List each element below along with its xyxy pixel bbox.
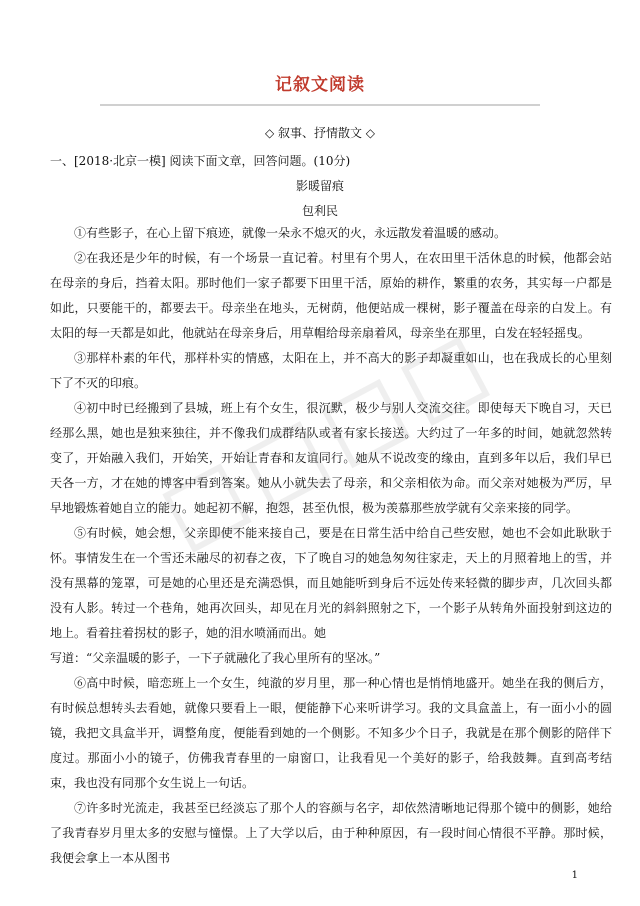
passage-author: 包利民 xyxy=(301,204,338,218)
paragraph-3: ③那样朴素的年代，那样朴实的情感，太阳在上，并不高大的影子却凝重如山，也在我成长的心里刻下了不灭的印痕。 xyxy=(50,351,612,390)
page-number: 1 xyxy=(571,870,578,881)
paragraph-6: ⑥高中时候，暗恋班上一个女生，纯澈的岁月里，那一种心情也是悄悄地盛开。她坐在我的侧后方，有时候总想转头去看她，就像只要看上一眼，便能静下心来听讲学习。我的文具盒盖上，有一面小小的圆镜，我把文具盒半开，调整角度，便能看到她的一个侧影。不知多少个日子，我就是在那个侧影的陪伴下度过。那面小小的镜子，仿佛我青春里的一扇窗口，让我看见一个美好的影子，给我鼓舞。直到高考结束，我也没有同那个女生说上一句话。 xyxy=(50,676,612,790)
paragraph-1: ①有些影子，在心上留下痕迹，就像一朵永不熄灭的火，永远散发着温暖的感动。 xyxy=(74,226,507,240)
passage-body xyxy=(50,221,612,871)
paragraph-7: ⑦许多时光流走，我甚至已经淡忘了那个人的容颜与名字，却依然清晰地记得那个镜中的侧影，她给了我青春岁月里太多的安慰与憧憬。上了大学以后，由于种种原因，有一段时间心情很不平静。那时候，我便会拿上一本从图书 xyxy=(50,801,612,865)
paragraph-4: ④初中时已经搬到了县城，班上有个女生，很沉默，极少与别人交流交往。即使每天下晚自习，天已经那么黑，她也是独来独往，并不像我们成群结队或者有家长接送。大约过了一年多的时间，她就忽然转变了，开始融入我们，开始笑，开始让青春和友谊同行。她从不说改变的缘由，直到多年以后，我们早已天各一方，才在她的博客中看到答案。她从小就失去了母亲，和父亲相依为命。而父亲对她极为严厉，早早地锻炼着她自立的能力。她起初不解，抱怨，甚至仇恨，极为羡慕那些放学就有父亲来接的同学。 xyxy=(50,401,612,515)
paragraph-2: ②在我还是少年的时候，有一个场景一直记着。村里有个男人，在农田里干活休息的时候，他都会站在母亲的身后，挡着太阳。那时他们一家子都要下田里干活，原始的耕作，繁重的农务，其实每一户都是如此，只要能干的，都要去干。母亲坐在地头，无树荫，他便站成一棵树，影子覆盖在母亲的白发上。有太阳的每一天都是如此，他就站在母亲身后，用草帽给母亲扇着风，母亲坐在那里，白发在轻轻摇曳。 xyxy=(50,251,612,340)
question-prompt: 一、[2018·北京一模] 阅读下面文章，回答问题。(10分) xyxy=(50,154,351,168)
page-title: 记叙文阅读 xyxy=(275,75,365,95)
paragraph-5: ⑤有时候，她会想，父亲即使不能来接自己，要是在日常生活中给自己些安慰，她也不会如此耿耿于怀。事情发生在一个雪还未融尽的初春之夜，下了晚自习的她急匆匆往家走，天上的月照着地上的雪，并没有黑幕的笼罩，可是她的心里还是充满恐惧，而且她能听到身后不远处传来轻微的脚步声，几次回头都没有人影。转过一个巷角，她再次回头，却见在月光的斜斜照射之下，一个影子从转角外面投射到这边的地上。看着拄着拐杖的影子，她的泪水喷涌而出。她 xyxy=(50,526,612,640)
title-divider xyxy=(100,104,540,106)
passage-title: 影暖留痕 xyxy=(295,179,344,193)
paragraph-5-quote: 写道：“父亲温暖的影子，一下子就融化了我心里所有的坚冰。” xyxy=(50,651,381,665)
section-heading: ◇ 叙事、抒情散文 ◇ xyxy=(264,126,376,140)
